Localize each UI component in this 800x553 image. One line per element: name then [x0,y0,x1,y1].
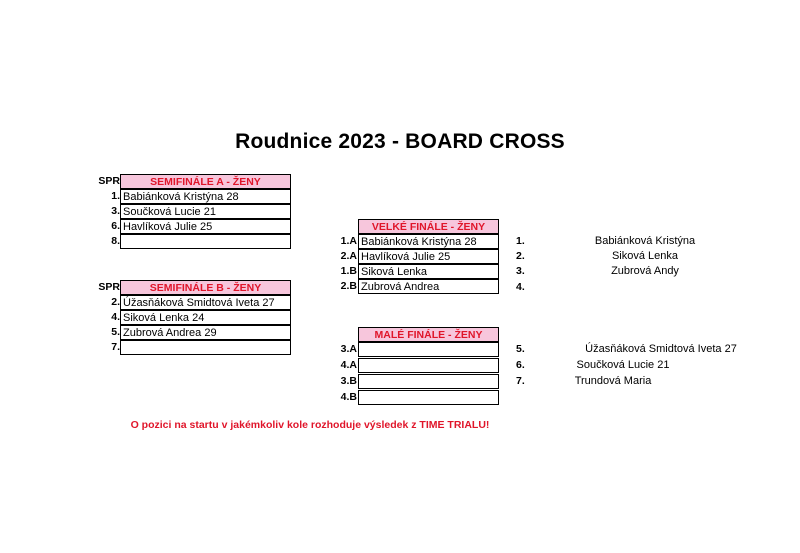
competitor-cell [358,342,499,357]
result-name: Trundová Maria [574,375,652,387]
result-rank: 1. [516,235,525,247]
competitor-cell: Havlíková Julie 25 [358,249,499,264]
position-label: 1.B [340,265,357,277]
result-rank: 3. [516,265,525,277]
position-label: 2.B [340,280,357,292]
result-rank: 4. [516,281,525,293]
position-label: 2. [111,296,120,308]
position-label: 4. [111,311,120,323]
competitor-cell: Siková Lenka [358,264,499,279]
result-rank: 5. [516,343,525,355]
position-label: 1.A [340,235,357,247]
competitor-cell: Havlíková Julie 25 [120,219,291,234]
competitor-cell [358,358,499,373]
competitor-cell [358,390,499,405]
result-rank: 6. [516,359,525,371]
result-rank: 2. [516,250,525,262]
semifinal-a-header: SEMIFINÁLE A - ŽENY [120,174,291,189]
position-label: 6. [111,220,120,232]
position-label: 3.B [340,375,357,387]
position-label: 8. [111,235,120,247]
competitor-cell: Součková Lucie 21 [120,204,291,219]
small-final-header: MALÉ FINÁLE - ŽENY [358,327,499,342]
result-name: Zubrová Andy [611,265,679,277]
competitor-cell: Babiánková Kristýna 28 [120,189,291,204]
position-label: 3. [111,205,120,217]
result-name: Úžasňáková Smidtová Iveta 27 [585,343,737,355]
spr-label: SPR [98,175,120,187]
position-label: 5. [111,326,120,338]
position-label: 7. [111,341,120,353]
competitor-cell: Zubrová Andrea 29 [120,325,291,340]
start-position-note: O pozici na startu v jakémkoliv kole rozhoduje výsledek z TIME TRIALU! [130,419,490,431]
position-label: 4.A [340,359,357,371]
competitor-cell: Babiánková Kristýna 28 [358,234,499,249]
competitor-cell [120,340,291,355]
competitor-cell [358,374,499,389]
spr-label: SPR [98,281,120,293]
competitor-cell [120,234,291,249]
position-label: 1. [111,190,120,202]
competitor-cell: Zubrová Andrea [358,279,499,294]
position-label: 4.B [340,391,357,403]
result-name: Siková Lenka [611,250,679,262]
big-final-header: VELKÉ FINÁLE - ŽENY [358,219,499,234]
competitor-cell: Úžasňáková Smidtová Iveta 27 [120,295,291,310]
page-title: Roudnice 2023 - BOARD CROSS [235,130,565,153]
position-label: 2.A [340,250,357,262]
competitor-cell: Siková Lenka 24 [120,310,291,325]
result-rank: 7. [516,375,525,387]
result-name: Součková Lucie 21 [576,359,670,371]
result-name: Babiánková Kristýna [594,235,696,247]
semifinal-b-header: SEMIFINÁLE B - ŽENY [120,280,291,295]
position-label: 3.A [340,343,357,355]
